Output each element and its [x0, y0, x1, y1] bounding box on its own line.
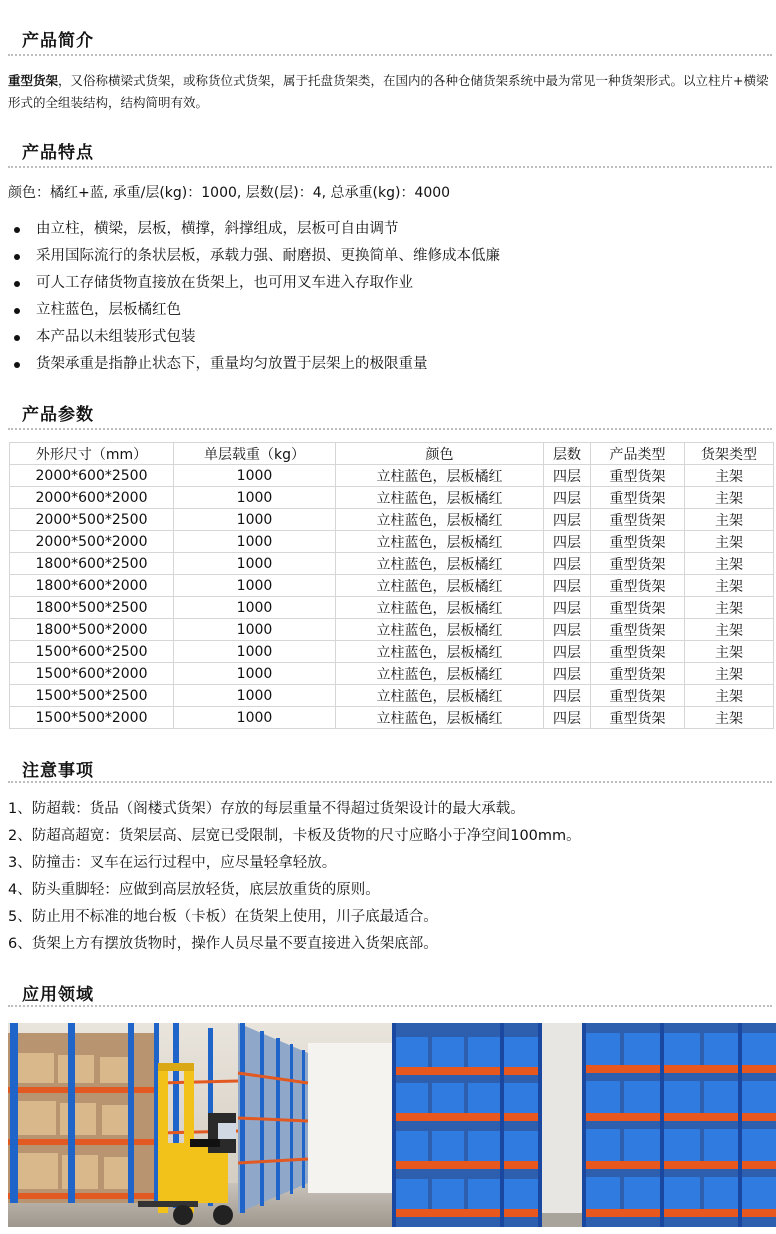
cell-layers: 四层	[544, 531, 591, 553]
params-table	[9, 442, 774, 729]
cell-size: 1800*600*2000	[10, 575, 174, 597]
header-load: 单层载重（kg）	[174, 443, 336, 465]
feature-text: 可人工存储货物直接放在货架上，也可用叉车进入存取作业	[36, 275, 413, 291]
feature-item	[8, 270, 500, 297]
cell-load: 1000	[174, 619, 336, 641]
cell-layers: 四层	[544, 663, 591, 685]
feature-item	[8, 324, 500, 351]
cell-color: 立柱蓝色，层板橘红	[336, 707, 544, 729]
cell-rack-type: 主架	[685, 619, 774, 641]
cell-product-type: 重型货架	[591, 685, 685, 707]
cell-product-type: 重型货架	[591, 641, 685, 663]
feature-item	[8, 216, 500, 243]
application-photos	[8, 1023, 776, 1227]
cell-size: 1800*500*2500	[10, 597, 174, 619]
table-row	[10, 553, 774, 575]
cell-load: 1000	[174, 509, 336, 531]
cell-color: 立柱蓝色，层板橘红	[336, 685, 544, 707]
table-row	[10, 531, 774, 553]
table-row	[10, 465, 774, 487]
notes-list	[8, 796, 581, 958]
note-item: 3、防撞击：叉车在运行过程中，应尽量轻拿轻放。	[8, 855, 337, 871]
warehouse-bins-image	[392, 1023, 776, 1227]
cell-load: 1000	[174, 575, 336, 597]
cell-load: 1000	[174, 487, 336, 509]
feature-item	[8, 243, 500, 270]
table-row	[10, 487, 774, 509]
cell-product-type: 重型货架	[591, 597, 685, 619]
table-row	[10, 619, 774, 641]
table-row	[10, 663, 774, 685]
note-item: 5、防止用不标准的地台板（卡板）在货架上使用，川子底最适合。	[8, 909, 438, 925]
feature-text: 由立柱，横梁，层板，横撑，斜撑组成，层板可自由调节	[36, 221, 399, 237]
cell-rack-type: 主架	[685, 597, 774, 619]
table-row	[10, 707, 774, 729]
cell-load: 1000	[174, 707, 336, 729]
cell-product-type: 重型货架	[591, 575, 685, 597]
cell-product-type: 重型货架	[591, 663, 685, 685]
cell-rack-type: 主架	[685, 641, 774, 663]
cell-color: 立柱蓝色，层板橘红	[336, 531, 544, 553]
cell-layers: 四层	[544, 509, 591, 531]
feature-text: 立柱蓝色，层板橘红色	[36, 302, 181, 318]
cell-load: 1000	[174, 641, 336, 663]
warehouse-bins-photo	[392, 1023, 776, 1227]
cell-load: 1000	[174, 685, 336, 707]
cell-load: 1000	[174, 553, 336, 575]
feature-text: 采用国际流行的条状层板，承载力强、耐磨损、更换简单、维修成本低廉	[36, 248, 500, 264]
cell-layers: 四层	[544, 685, 591, 707]
cell-size: 1500*600*2500	[10, 641, 174, 663]
cell-color: 立柱蓝色，层板橘红	[336, 465, 544, 487]
cell-color: 立柱蓝色，层板橘红	[336, 487, 544, 509]
header-product-type: 产品类型	[591, 443, 685, 465]
cell-rack-type: 主架	[685, 509, 774, 531]
cell-layers: 四层	[544, 597, 591, 619]
cell-layers: 四层	[544, 575, 591, 597]
section-divider	[8, 781, 772, 783]
cell-size: 1800*500*2000	[10, 619, 174, 641]
cell-layers: 四层	[544, 553, 591, 575]
cell-size: 1500*500*2000	[10, 707, 174, 729]
cell-size: 2000*500*2000	[10, 531, 174, 553]
cell-size: 2000*600*2000	[10, 487, 174, 509]
cell-rack-type: 主架	[685, 465, 774, 487]
bullet-icon	[14, 335, 20, 341]
cell-size: 1500*500*2500	[10, 685, 174, 707]
cell-layers: 四层	[544, 619, 591, 641]
bullet-icon	[14, 281, 20, 287]
bullet-icon	[14, 254, 20, 260]
section-divider	[8, 1005, 772, 1007]
cell-layers: 四层	[544, 465, 591, 487]
note-item: 1、防超载：货品（阁楼式货架）存放的每层重量不得超过货架设计的最大承载。	[8, 801, 525, 817]
cell-load: 1000	[174, 597, 336, 619]
cell-load: 1000	[174, 663, 336, 685]
table-header-row	[10, 443, 774, 465]
cell-product-type: 重型货架	[591, 619, 685, 641]
feature-list	[8, 216, 500, 378]
cell-color: 立柱蓝色，层板橘红	[336, 575, 544, 597]
feature-item	[8, 351, 500, 378]
header-color: 颜色	[336, 443, 544, 465]
table-row	[10, 509, 774, 531]
cell-product-type: 重型货架	[591, 487, 685, 509]
section-title-features: 产品特点	[22, 143, 94, 163]
cell-size: 1500*600*2000	[10, 663, 174, 685]
cell-color: 立柱蓝色，层板橘红	[336, 509, 544, 531]
cell-rack-type: 主架	[685, 685, 774, 707]
table-row	[10, 597, 774, 619]
header-rack-type: 货架类型	[685, 443, 774, 465]
note-item: 2、防超高超宽：货架层高、层宽已受限制，卡板及货物的尺寸应略小于净空间100mm。	[8, 828, 581, 844]
cell-product-type: 重型货架	[591, 553, 685, 575]
cell-size: 2000*500*2500	[10, 509, 174, 531]
bullet-icon	[14, 362, 20, 368]
header-size: 外形尺寸（mm）	[10, 443, 174, 465]
section-title-intro: 产品简介	[22, 31, 94, 51]
warehouse-forklift-photo	[8, 1023, 392, 1227]
cell-color: 立柱蓝色，层板橘红	[336, 641, 544, 663]
cell-product-type: 重型货架	[591, 509, 685, 531]
warehouse-forklift-image	[8, 1023, 392, 1227]
cell-rack-type: 主架	[685, 707, 774, 729]
cell-load: 1000	[174, 465, 336, 487]
cell-size: 1800*600*2500	[10, 553, 174, 575]
section-title-params: 产品参数	[22, 405, 94, 425]
section-divider	[8, 54, 772, 56]
cell-rack-type: 主架	[685, 575, 774, 597]
cell-size: 2000*600*2500	[10, 465, 174, 487]
cell-color: 立柱蓝色，层板橘红	[336, 553, 544, 575]
cell-color: 立柱蓝色，层板橘红	[336, 619, 544, 641]
note-item: 4、防头重脚轻：应做到高层放轻货，底层放重货的原则。	[8, 882, 380, 898]
table-body	[10, 465, 774, 729]
table-row	[10, 685, 774, 707]
section-title-notes: 注意事项	[22, 761, 94, 781]
table-row	[10, 641, 774, 663]
spec-line: 颜色：橘红+蓝, 承重/层(kg)：1000, 层数(层)：4, 总承重(kg)：4000	[8, 185, 451, 201]
feature-text: 货架承重是指静止状态下，重量均匀放置于层架上的极限重量	[36, 356, 428, 372]
feature-item	[8, 297, 500, 324]
section-divider	[8, 428, 772, 430]
section-title-application: 应用领域	[22, 985, 94, 1005]
intro-paragraph	[8, 70, 772, 114]
cell-rack-type: 主架	[685, 553, 774, 575]
cell-layers: 四层	[544, 707, 591, 729]
bullet-icon	[14, 227, 20, 233]
intro-bold-term: 重型货架	[8, 73, 59, 88]
table-row	[10, 575, 774, 597]
intro-text: ，又俗称横梁式货架，或称货位式货架，属于托盘货架类，在国内的各种仓储货架系统中最为常见一种货架形式。以立柱片+横梁形式的全组装结构，结构简明有效。	[8, 73, 769, 110]
feature-text: 本产品以未组装形式包装	[36, 329, 196, 345]
cell-load: 1000	[174, 531, 336, 553]
cell-product-type: 重型货架	[591, 465, 685, 487]
cell-color: 立柱蓝色，层板橘红	[336, 663, 544, 685]
cell-layers: 四层	[544, 487, 591, 509]
cell-product-type: 重型货架	[591, 707, 685, 729]
cell-product-type: 重型货架	[591, 531, 685, 553]
note-item: 6、货架上方有摆放货物时，操作人员尽量不要直接进入货架底部。	[8, 936, 438, 952]
cell-layers: 四层	[544, 641, 591, 663]
cell-color: 立柱蓝色，层板橘红	[336, 597, 544, 619]
bullet-icon	[14, 308, 20, 314]
cell-rack-type: 主架	[685, 663, 774, 685]
cell-rack-type: 主架	[685, 487, 774, 509]
section-divider	[8, 166, 772, 168]
cell-rack-type: 主架	[685, 531, 774, 553]
header-layers: 层数	[544, 443, 591, 465]
